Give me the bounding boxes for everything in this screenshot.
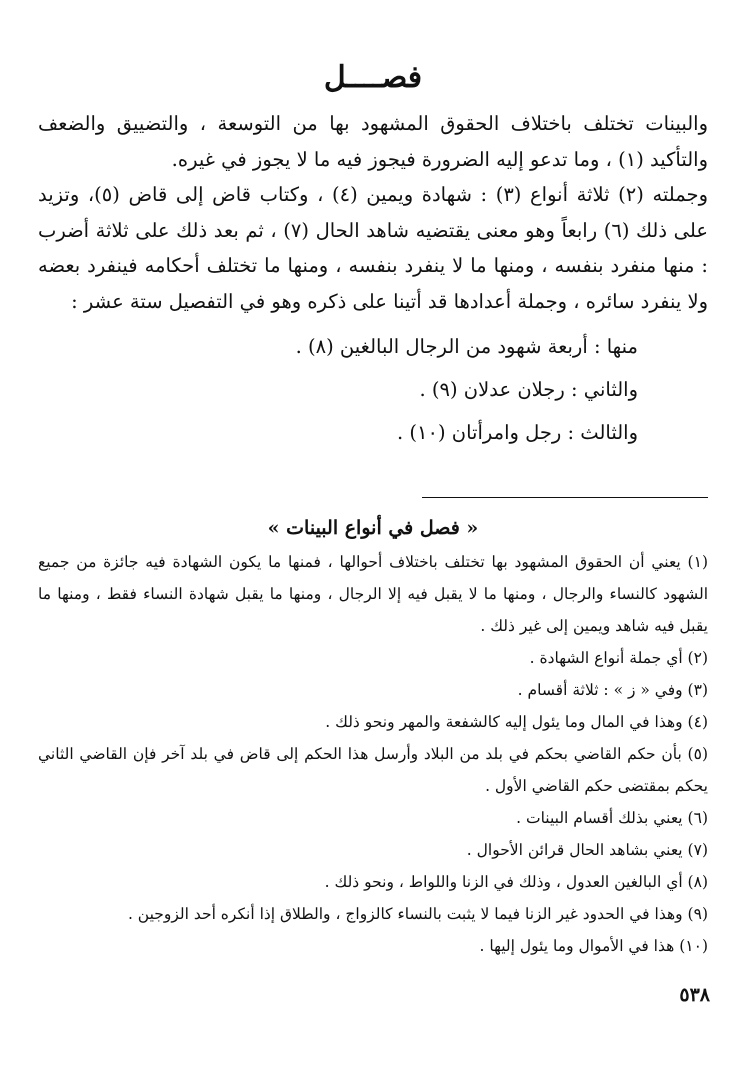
footnote: (٣) وفي « ز » : ثلاثة أقسام . xyxy=(517,681,708,699)
footnote: (٤) وهذا في المال وما يئول إليه كالشفعة والمهر ونحو ذلك . xyxy=(325,713,708,731)
enumeration-list xyxy=(38,325,708,454)
list-item: منها : أربعة شهود من الرجال البالغين (٨) . xyxy=(295,335,638,358)
footnotes-heading: « فصل في أنواع البينات » xyxy=(267,517,479,539)
page-number: ٥٣٨ xyxy=(679,984,710,1006)
footnote: (٢) أي جملة أنواع الشهادة . xyxy=(529,649,708,667)
main-paragraph-2: وجملته (٢) ثلاثة أنواع (٣) : شهادة ويمين (٤) ، وكتاب قاض إلى قاض (٥)، وتزيد على ذلك (٦) رابعاً وهو معنى يقتضيه شاهد الحال (٧) ، ثم بعد ذلك على ثلاثة أضرب : منها منفرد بنفسه ، ومنها ما لا ينفرد بنفسه ، ومنها ما تختلف أحكامه فينفرد بعضه ولا ينفرد سائره ، وجملة أعدادها قد أتينا على ذكره وهو في التفصيل ستة عشر : xyxy=(38,183,708,313)
section-heading: فصــــل xyxy=(323,60,423,95)
footnote: (١) يعني أن الحقوق المشهود بها تختلف باختلاف أحوالها ، فمنها ما يكون الشهادة فيه جائزة من جميع الشهود كالنساء والرجال ، ومنها ما لا يقبل فيه إلا الرجال ، ومنها ما يقبل شهادة النساء فقط ، ومنها ما يقبل فيه شاهد ويمين إلى غير ذلك . xyxy=(38,553,708,635)
list-item: والثالث : رجل وامرأتان (١٠) . xyxy=(396,421,638,444)
footnote: (١٠) هذا في الأموال وما يئول إليها . xyxy=(479,937,708,955)
main-text xyxy=(38,106,708,454)
footnotes-section xyxy=(38,546,708,962)
footnote: (٧) يعني بشاهد الحال قرائن الأحوال . xyxy=(466,841,708,859)
footnote: (٨) أي البالغين العدول ، وذلك في الزنا واللواط ، ونحو ذلك . xyxy=(324,873,708,891)
footnote: (٦) يعني بذلك أقسام البينات . xyxy=(516,809,708,827)
footnote-divider xyxy=(422,497,708,498)
footnote: (٥) بأن حكم القاضي بحكم في بلد من البلاد وأرسل هذا الحكم إلى قاض في بلد آخر فإن القاضي الثاني يحكم بمقتضى حكم القاضي الأول . xyxy=(38,745,708,795)
main-paragraph-1: والبينات تختلف باختلاف الحقوق المشهود بها من التوسعة ، والتضييق والضعف والتأكيد (١) ، وما تدعو إليه الضرورة فيجوز فيه ما لا يجوز في غيره. xyxy=(38,112,708,171)
list-item: والثاني : رجلان عدلان (٩) . xyxy=(419,378,638,401)
footnote: (٩) وهذا في الحدود غير الزنا فيما لا يثبت بالنساء كالزواج ، والطلاق إذا أنكره أحد الزوجين . xyxy=(127,905,708,923)
